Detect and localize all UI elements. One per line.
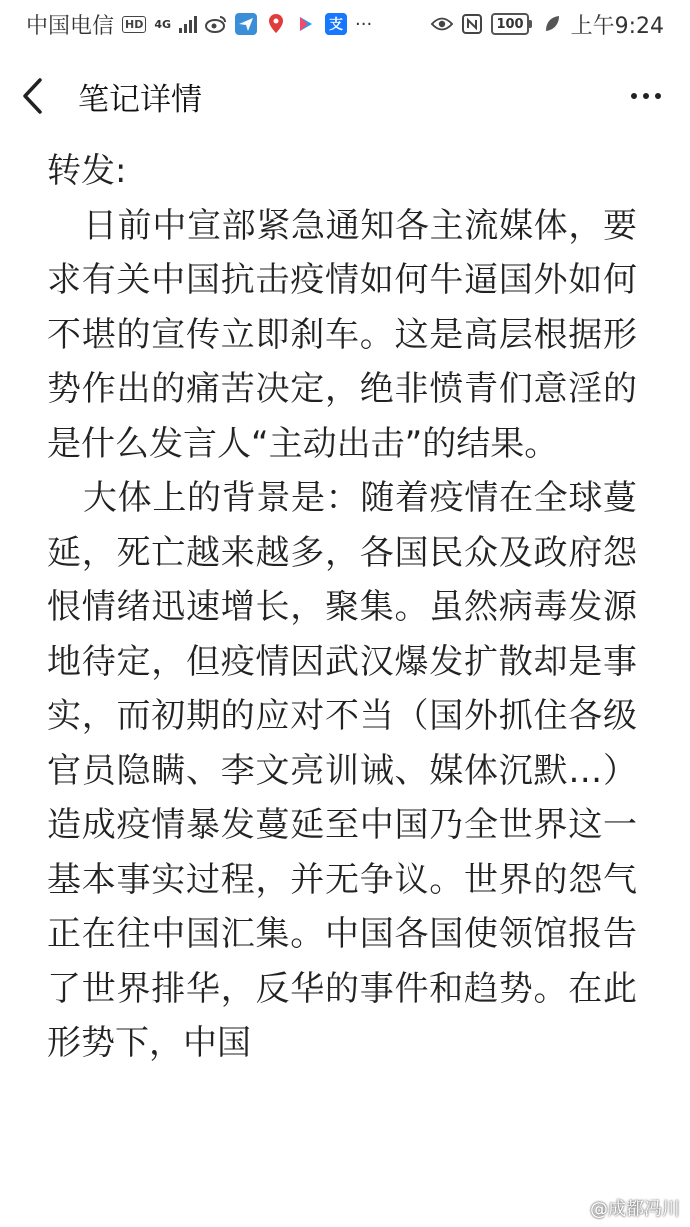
top-nav-bar xyxy=(0,48,690,144)
carrier-name: 中国电信 xyxy=(26,13,115,39)
signal-icon xyxy=(179,15,197,33)
alipay-icon: 支 xyxy=(325,13,347,35)
note-content xyxy=(47,144,637,1071)
network-type: 4G xyxy=(154,17,172,31)
more-dot-icon xyxy=(655,93,661,99)
leaf-icon xyxy=(541,13,563,35)
more-options-button[interactable] xyxy=(622,76,670,116)
status-left xyxy=(26,9,372,40)
more-notifications: ··· xyxy=(355,13,373,35)
status-bar xyxy=(0,0,690,48)
note-paragraph-1: 日前中宣部紧急通知各主流媒体，要求有关中国抗击疫情如何牛逼国外如何不堪的宣传立即刹车。这是高层根据形势作出的痛苦决定，绝非愤青们意淫的是什么发言人“主动出击”的结果。 xyxy=(47,205,637,464)
page-title: 笔记详情 xyxy=(78,81,202,118)
location-pin-icon xyxy=(265,13,287,35)
forward-label: 转发: xyxy=(47,151,127,191)
status-right xyxy=(431,9,664,40)
weibo-icon xyxy=(205,13,227,35)
chevron-left-icon xyxy=(20,76,44,116)
more-dot-icon xyxy=(631,93,637,99)
weibo-watermark: @成都冯川 xyxy=(590,1199,680,1220)
clock-time: 上午9:24 xyxy=(570,13,664,39)
battery-indicator: 100 xyxy=(491,13,528,35)
eye-icon xyxy=(431,13,453,35)
back-button[interactable] xyxy=(20,66,60,126)
note-paragraph-2: 大体上的背景是：随着疫情在全球蔓延，死亡越来越多，各国民众及政府怨恨情绪迅速增长，聚集。虽然病毒发源地待定，但疫情因武汉爆发扩散却是事实，而初期的应对不当（国外抓住各级官员隐瞒、李文亮训诫、媒体沉默…）造成疫情暴发蔓延至中国乃全世界这一基本事实过程，并无争议。世界的怨气正在往中国汇集。中国各国使领馆报告了世界排华，反华的事件和趋势。在此形势下，中国 xyxy=(47,478,637,1063)
youku-icon xyxy=(295,13,317,35)
more-dot-icon xyxy=(643,93,649,99)
hd-badge: HD xyxy=(122,16,146,33)
paper-plane-icon xyxy=(235,13,257,35)
nfc-icon xyxy=(461,13,483,35)
